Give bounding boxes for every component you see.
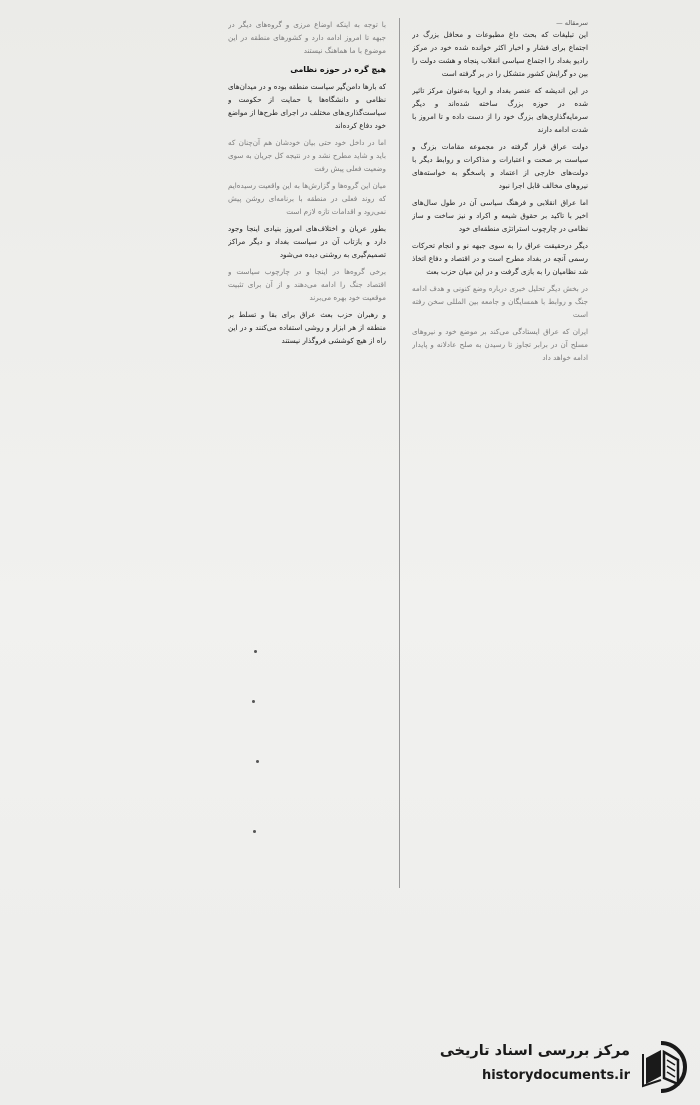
org-url: historydocuments.ir <box>481 1068 630 1083</box>
paragraph: بطور عریان و اختلاف‌های امروز بنیادی اینجا وجود دارد و بازتاب آن در سیاست بغداد و دیگر مراکز تصمیم‌گیری به روشنی دیده می‌شود <box>228 224 386 259</box>
margin-marks <box>250 640 268 870</box>
paragraph: اما عراق انقلابی و فرهنگ سیاسی آن در طول سال‌های اخیر با تاکید بر حقوق شیعه و اکراد و نیز ساخت و ساز نظامی در چارچوب استراتژی منطقه‌ای خود <box>412 198 588 233</box>
paragraph: برخی گروه‌ها در اینجا و در چارچوب سیاست و اقتصاد جنگ را ادامه می‌دهند و از آن برای تثبیت موقعیت خود بهره می‌برند <box>228 267 386 302</box>
column-divider <box>399 18 400 888</box>
column-masthead: سرمقاله — <box>556 19 588 27</box>
margin-dot <box>254 650 257 653</box>
paragraph: میان این گروه‌ها و گزارش‌ها به این واقعیت رسیده‌ایم که روند فعلی در منطقه با برنامه‌ای روشن پیش نمی‌رود و اقدامات تازه لازم است <box>228 181 386 216</box>
article-column-right <box>412 18 588 888</box>
margin-dot <box>253 830 256 833</box>
margin-dot <box>252 700 255 703</box>
paragraph: دیگر درحقیقت عراق را به سوی جبهه نو و انجام تحرکات رسمی آنچه در بغداد مطرح است و در اقتصاد و دفاع اتخاذ شد نظامیان را به بازی گرفت و در این میان حزب بعث <box>412 241 588 276</box>
paragraph: اما در داخل خود حتی بیان خودشان هم آن‌چنان که باید و شاید مطرح نشد و در نتیجه کل جریان به سوی وضعیت فعلی پیش رفت <box>228 138 386 173</box>
paragraph: دولت عراق قرار گرفته در مجموعه مقامات بزرگ و سیاست بر صحت و اعتبارات و مذاکرات و روابط دیگر با دولت‌های خارجی از اعتماد و پاسخگو به خواسته‌های نیروهای مخالف قابل اجرا نبود <box>412 142 588 190</box>
paragraph: این تبلیغات که بحث داغ مطبوعات و محافل بزرگ در اجتماع برای فشار و اخبار اکثر خوانده شده خود در مرکز رادیو بغداد را اجتماع سیاسی انقلاب پنجاه و هشت دولت را بین دو گرایش کشور متشکل را در بر گرفته است <box>412 30 588 78</box>
paragraph: با توجه به اینکه اوضاع مرزی و گروه‌های دیگر در جبهه تا امروز ادامه دارد و کشورهای منطقه در این موضوع با ما هماهنگ نیستند <box>228 20 386 55</box>
org-name: مرکز بررسی اسناد تاریخی <box>439 1043 630 1059</box>
paragraph: در این اندیشه که عنصر بغداد و اروپا به‌عنوان مرکز تاثیر شده در حوزه بزرگ ساخته شده‌اند و دیگر سرمایه‌گذاری‌های بزرگ خود را از دست داده و تا امروز با شدت ادامه دارند <box>412 86 588 134</box>
section-heading: هیچ گره در حوزه نظامی <box>290 65 386 74</box>
paragraph: در بخش دیگر تحلیل خبری درباره وضع کنونی و هدف ادامه جنگ و روابط با همسایگان و جامعه بین المللی سخن رفته است <box>412 284 588 319</box>
margin-dot <box>256 760 259 763</box>
paragraph: که بارها دامن‌گیر سیاست منطقه بوده و در میدان‌های نظامی و دانشگاه‌ها با حمایت از حکومت و سیاست‌گذاری‌های مختلف در اجرای طرح‌ها از مواضع خود دفاع کرده‌اند <box>228 82 386 130</box>
newspaper-clipping <box>218 18 588 888</box>
book-pages-icon <box>634 1040 688 1094</box>
paragraph: ایران که عراق ایستادگی می‌کند بر موضع خود و نیروهای مسلح آن در برابر تجاوز تا رسیدن به صلح عادلانه و پایدار ادامه خواهد داد <box>412 327 588 362</box>
paragraph: و رهبران حزب بعث عراق برای بقا و تسلط بر منطقه از هر ابزار و روشی استفاده می‌کنند و در این راه از هیچ کوششی فروگذار نیستند <box>228 310 386 345</box>
footer-watermark <box>404 1036 694 1098</box>
